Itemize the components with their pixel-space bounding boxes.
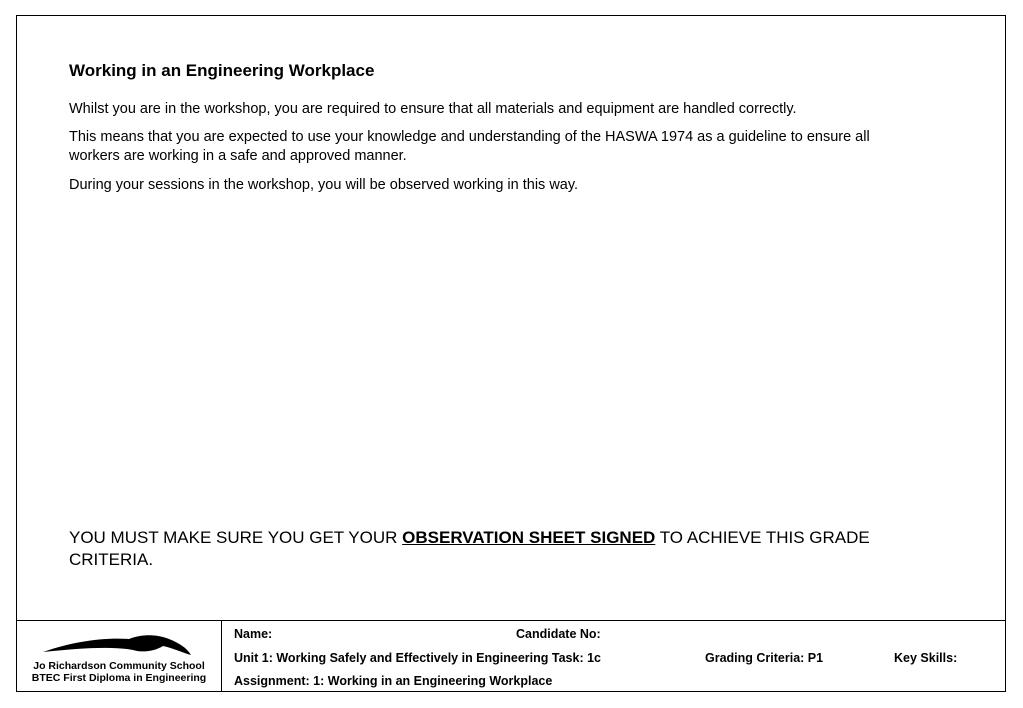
unit-label: Unit 1: Working Safely and Effectively in Engineering Task: 1c [234, 651, 601, 665]
key-skills-label: Key Skills: [894, 651, 958, 665]
notice-emphasis: OBSERVATION SHEET SIGNED [402, 528, 656, 547]
paragraph-haswa: This means that you are expected to use your knowledge and understanding of the HASWA 1974 as a guideline to ensure all workers are working in a safe and approved manner. [69, 129, 870, 164]
school-cell [16, 621, 222, 692]
candidate-no-label: Candidate No: [516, 627, 601, 641]
name-label: Name: [234, 627, 273, 641]
course-name: BTEC First Diploma in Engineering [31, 672, 207, 684]
school-name: Jo Richardson Community School [33, 660, 205, 672]
paragraph-observation: During your sessions in the workshop, you will be observed working in this way. [69, 177, 579, 193]
footer-table [16, 620, 1006, 692]
document-heading: Working in an Engineering Workplace [69, 61, 375, 80]
grading-criteria-label: Grading Criteria: P1 [705, 651, 824, 665]
bird-swoosh-icon [41, 633, 191, 663]
paragraph-handling: Whilst you are in the workshop, you are required to ensure that all materials and equipment are handled correctly. [69, 101, 797, 117]
assignment-label: Assignment: 1: Working in an Engineering Workplace [234, 674, 553, 688]
notice-text-after: TO ACHIEVE THIS GRADE CRITERIA. [69, 528, 870, 569]
notice-text-before: YOU MUST MAKE SURE YOU GET YOUR [69, 528, 403, 547]
observation-notice [69, 527, 919, 571]
